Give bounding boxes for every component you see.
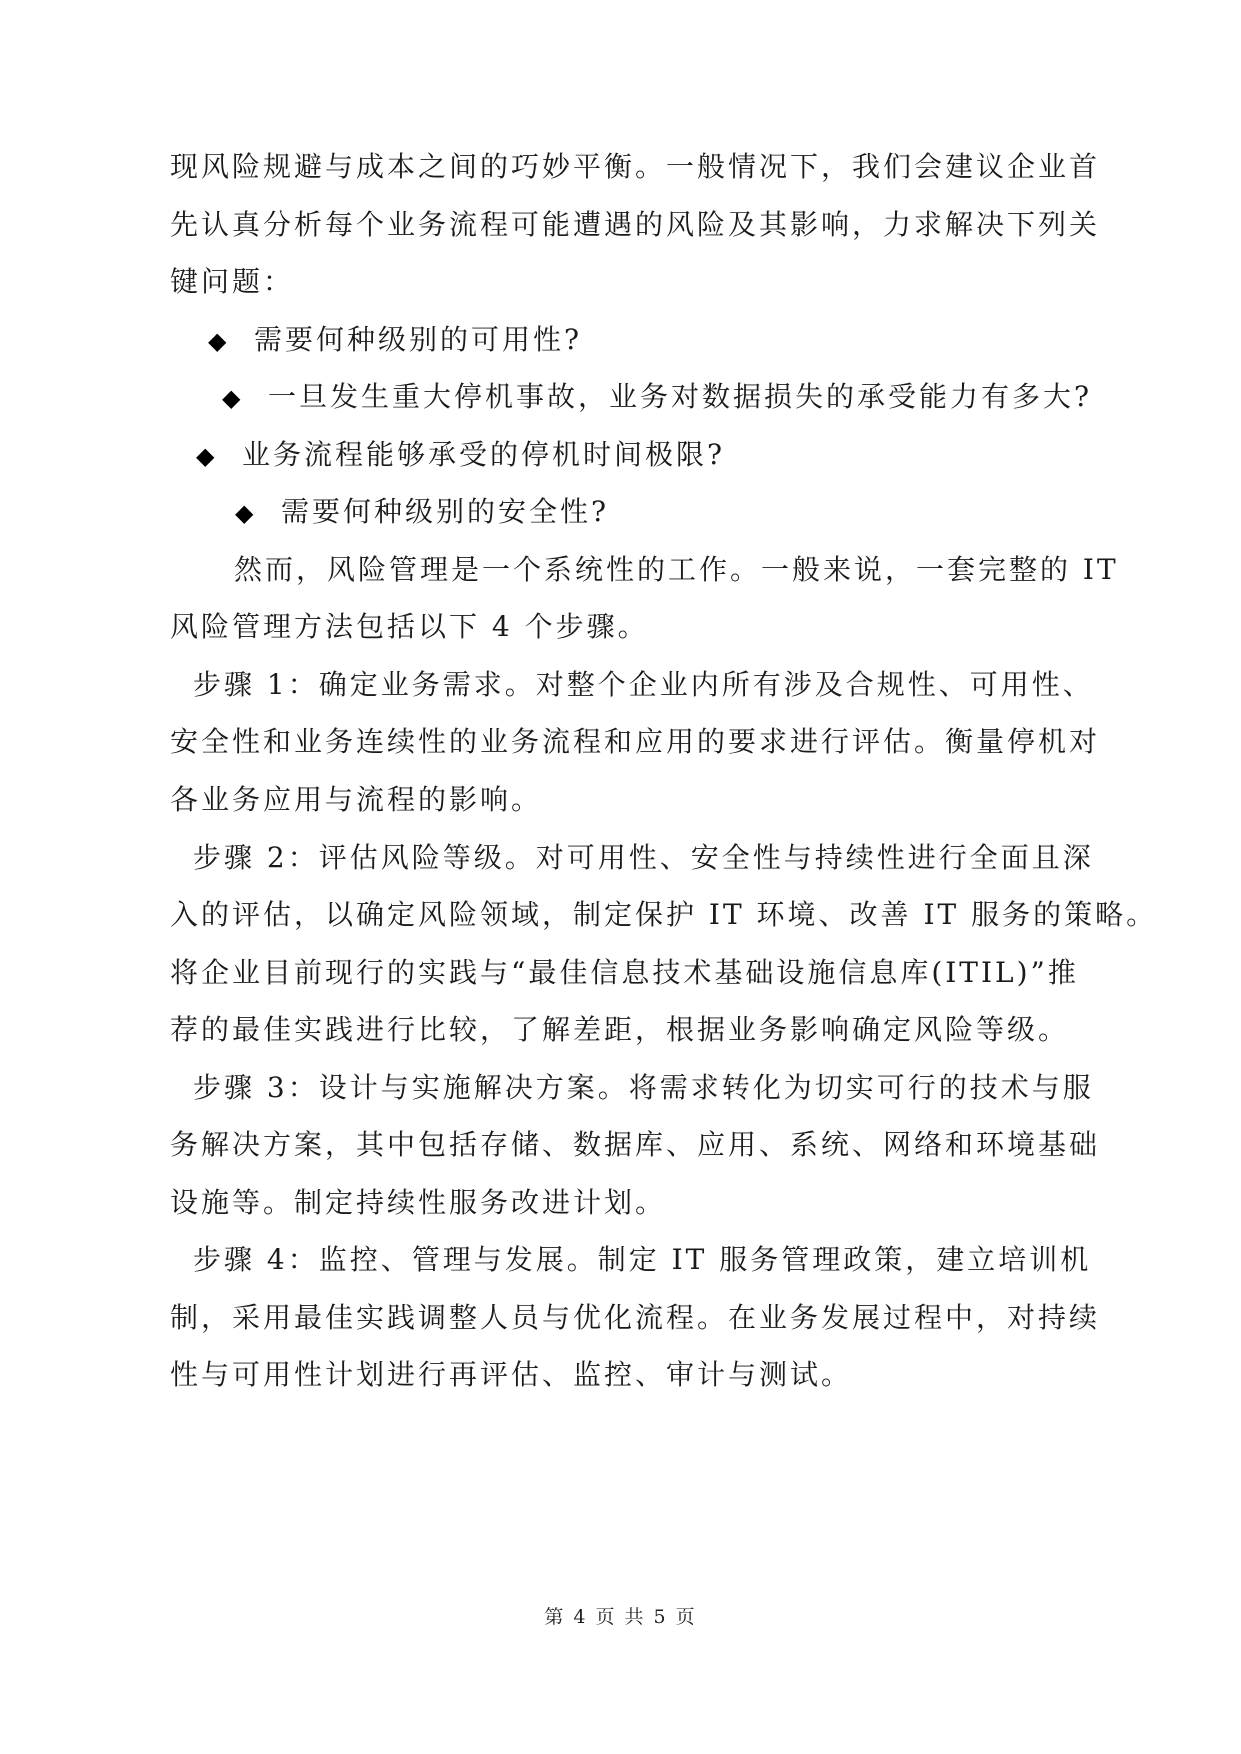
bullet-text: 需要何种级别的安全性? [281,495,610,528]
diamond-bullet-icon: ◆ [222,384,241,412]
diamond-bullet-icon: ◆ [235,499,254,527]
step-1-line: 各业务应用与流程的影响。 [170,783,543,816]
step-4-line: 性与可用性计划进行再评估、监控、审计与测试。 [170,1358,853,1391]
intro-line: 先认真分析每个业务流程可能遭遇的风险及其影响，力求解决下列关 [170,208,1101,241]
step-3-line: 步骤 3：设计与实施解决方案。将需求转化为切实可行的技术与服 [193,1071,1094,1104]
paragraph-line: 然而，风险管理是一个系统性的工作。一般来说，一套完整的 IT [234,553,1119,586]
bullet-item [235,492,609,533]
step-3-line: 设施等。制定持续性服务改进计划。 [170,1186,667,1219]
step-2-line: 荐的最佳实践进行比较，了解差距，根据业务影响确定风险等级。 [170,1013,1070,1046]
bullet-item [208,320,582,361]
step-1-line: 安全性和业务连续性的业务流程和应用的要求进行评估。衡量停机对 [170,725,1101,758]
step-1-line: 步骤 1：确定业务需求。对整个企业内所有涉及合规性、可用性、 [193,668,1094,701]
step-4-line: 制，采用最佳实践调整人员与优化流程。在业务发展过程中，对持续 [170,1301,1101,1334]
bullet-text: 需要何种级别的可用性? [254,323,583,356]
step-4-line: 步骤 4：监控、管理与发展。制定 IT 服务管理政策，建立培训机 [193,1243,1092,1276]
bullet-item [222,377,1092,418]
paragraph-line: 风险管理方法包括以下 4 个步骤。 [170,610,649,643]
bullet-item [196,435,725,476]
intro-line: 现风险规避与成本之间的巧妙平衡。一般情况下，我们会建议企业首 [170,150,1101,183]
bullet-text: 业务流程能够承受的停机时间极限? [242,438,726,471]
step-2-line: 步骤 2：评估风险等级。对可用性、安全性与持续性进行全面且深 [193,841,1094,874]
step-2-line: 将企业目前现行的实践与“最佳信息技术基础设施信息库(ITIL)”推 [170,956,1079,989]
step-3-line: 务解决方案，其中包括存储、数据库、应用、系统、网络和环境基础 [170,1128,1101,1161]
page-number-footer: 第 4 页 共 5 页 [544,1606,697,1628]
bullet-text: 一旦发生重大停机事故，业务对数据损失的承受能力有多大? [268,380,1093,413]
diamond-bullet-icon: ◆ [196,442,215,470]
intro-line: 键问题： [170,265,295,298]
diamond-bullet-icon: ◆ [208,327,227,355]
step-2-line: 入的评估，以确定风险领域，制定保护 IT 环境、改善 IT 服务的策略。 [170,898,1158,931]
